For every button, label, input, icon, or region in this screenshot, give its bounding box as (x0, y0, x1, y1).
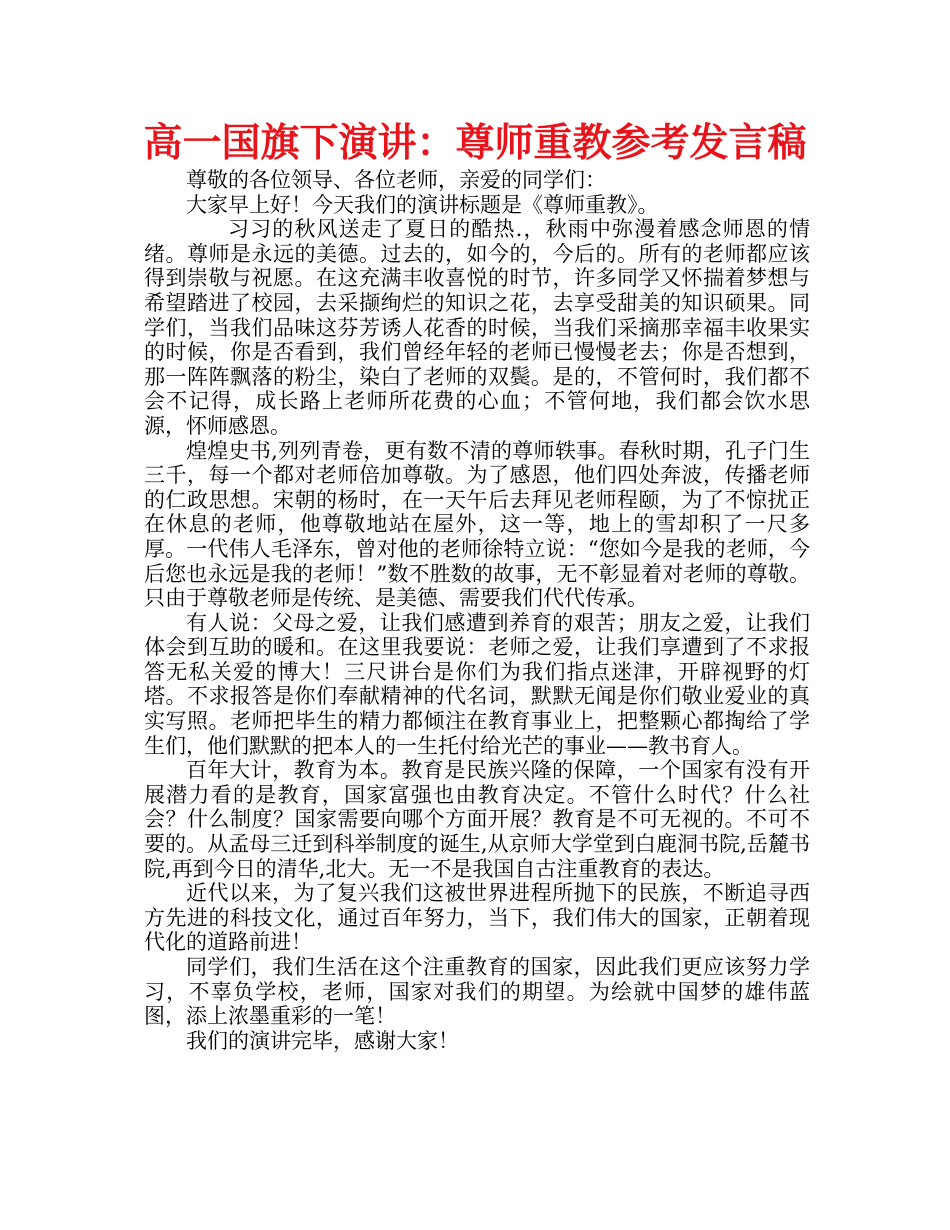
body-paragraph: 煌煌史书,列列青卷，更有数不清的尊师轶事。春秋时期，孔子门生三千，每一个都对老师倍加尊敬。为了感恩，他们四处奔波，传播老师的仁政思想。宋朝的杨时，在一天午后去拜见老师程颐，为了不惊扰正在休息的老师，他尊敬地站在屋外，这一等，地上的雪却积了一尺多厚。一代伟人毛泽东，曾对他的老师徐特立说：“您如今是我的老师，今后您也永远是我的老师！”数不胜数的故事，无不彰显着对老师的尊敬。只由于尊敬老师是传统、是美德、需要我们代代传承。 (144, 438, 810, 611)
body-paragraph: 习习的秋风送走了夏日的酷热.，秋雨中弥漫着感念师恩的情绪。尊师是永远的美德。过去的，如今的，今后的。所有的老师都应该得到崇敬与祝愿。在这充满丰收喜悦的时节，许多同学又怀揣着梦想与希望踏进了校园，去采撷绚烂的知识之花，去享受甜美的知识硕果。同学们，当我们品味这芬芳诱人花香的时候，当我们采摘那幸福丰收果实的时候，你是否看到，我们曾经年轻的老师已慢慢老去；你是否想到，那一阵阵飘落的粉尘，染白了老师的双鬓。是的，不管何时，我们都不会不记得，成长路上老师所花费的心血；不管何地，我们都会饮水思源，怀师感恩。 (144, 217, 810, 438)
opening-paragraph: 大家早上好！今天我们的演讲标题是《尊师重教》。 (186, 192, 659, 217)
closing-paragraph: 我们的演讲完毕，感谢大家！ (186, 1028, 459, 1053)
document-title: 高一国旗下演讲：尊师重教参考发言稿 (143, 121, 807, 166)
body-paragraph: 有人说：父母之爱，让我们感遭到养育的艰苦；朋友之爱，让我们体会到互助的暖和。在这里我要说：老师之爱，让我们享遭到了不求报答无私关爱的博大！三尺讲台是你们为我们指点迷津，开辟视野的灯塔。不求报答是你们奉献精神的代名词，默默无闻是你们敬业爱业的真实写照。老师把毕生的精力都倾注在教育事业上，把整颗心都掏给了学生们，他们默默的把本人的一生托付给光芒的事业——教书育人。 (144, 610, 810, 758)
body-paragraph: 近代以来，为了复兴我们这被世界进程所抛下的民族，不断追寻西方先进的科技文化，通过百年努力，当下，我们伟大的国家，正朝着现代化的道路前进！ (144, 881, 810, 955)
body-paragraph: 百年大计，教育为本。教育是民族兴隆的保障，一个国家有没有开展潜力看的是教育，国家富强也由教育决定。不管什么时代？什么社会？什么制度？国家需要向哪个方面开展？教育是不可无视的。不可不要的。从孟母三迁到科举制度的诞生,从京师大学堂到白鹿洞书院,岳麓书院,再到今日的清华,北大。无一不是我国自古注重教育的表达。 (144, 758, 810, 881)
greeting-paragraph: 尊敬的各位领导、各位老师，亲爱的同学们： (186, 168, 606, 192)
document-body (144, 168, 810, 1053)
body-paragraph: 同学们，我们生活在这个注重教育的国家，因此我们更应该努力学习，不辜负学校，老师，国家对我们的期望。为绘就中国梦的雄伟蓝图，添上浓墨重彩的一笔！ (144, 955, 810, 1029)
